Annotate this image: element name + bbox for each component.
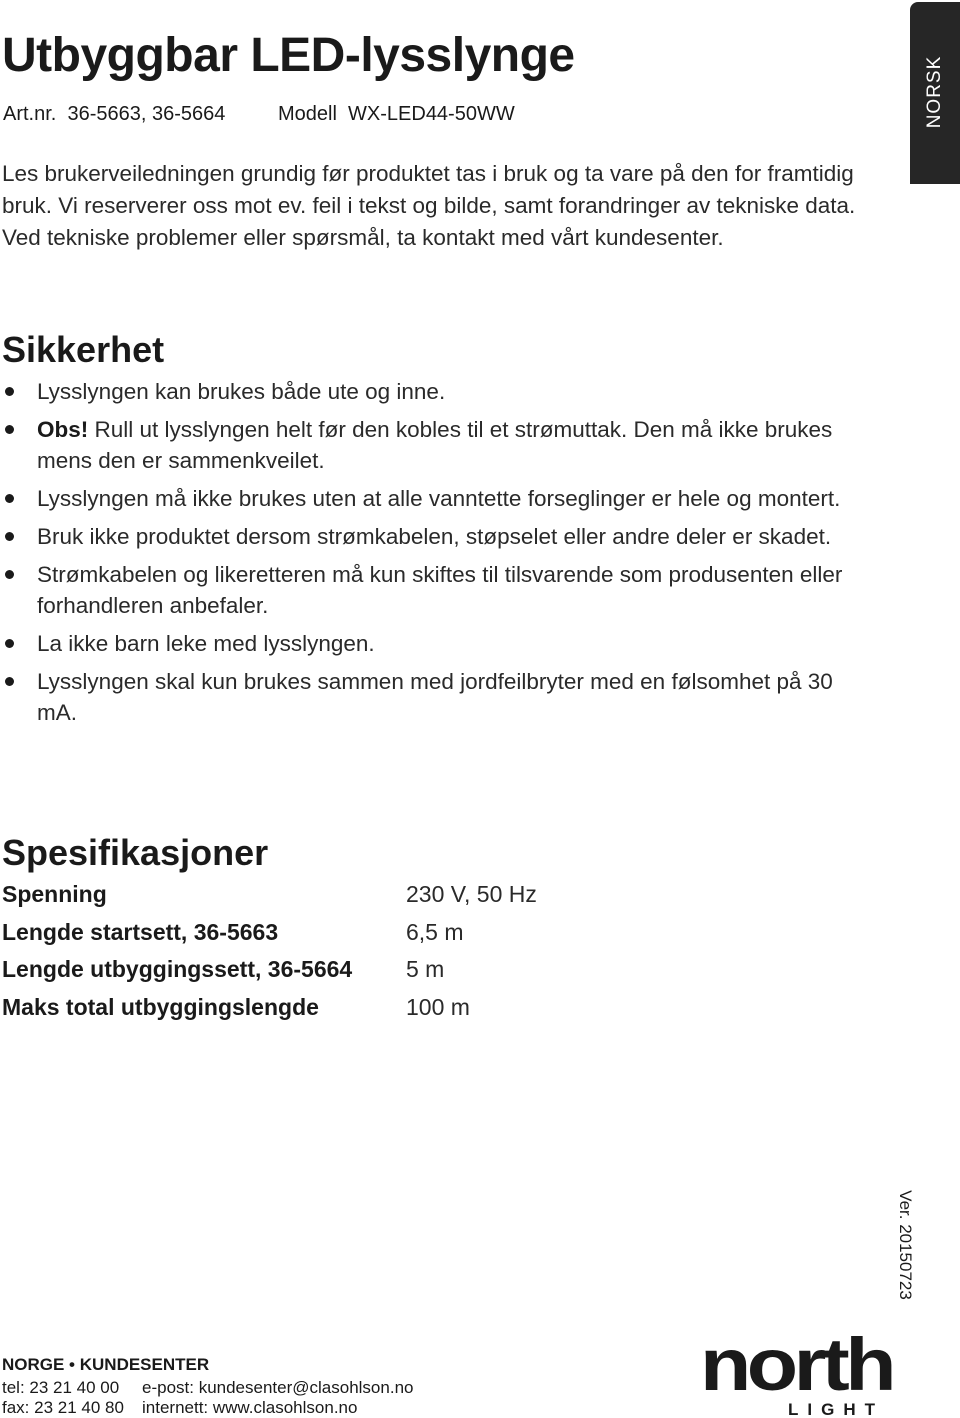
item-text: Lysslyngen kan brukes både ute og inne. — [37, 379, 446, 404]
bullet-icon — [5, 494, 14, 503]
footer-email: e-post: kundesenter@clasohlson.no — [142, 1378, 414, 1397]
spec-label: Lengde startsett, 36-5663 — [2, 919, 279, 945]
spec-value: 6,5 m — [406, 919, 464, 945]
bullet-icon — [5, 570, 14, 579]
item-text: Rull ut lysslyngen helt før den kobles til et strømuttak. Den må ikke brukes mens den er sammenkveilet. — [37, 417, 833, 473]
intro-paragraph: Les brukerveiledningen grundig før produktet tas i bruk og ta vare på den for framtidig bruk. Vi reserverer oss mot ev. feil i tekst og bilde, samt forandringer av tekniske data. Ved tekniske problemer eller spørsmål, ta kontakt med vårt kundesenter. — [2, 161, 856, 250]
safety-list — [0, 376, 860, 735]
language-tab-label: NORSK — [924, 55, 945, 129]
logo-word: north — [700, 1328, 892, 1406]
model-number: Modell WX-LED44-50WW — [278, 103, 515, 125]
footer-contact-row — [2, 1398, 358, 1418]
list-item — [0, 414, 860, 476]
footer-contact-row — [2, 1378, 414, 1398]
safety-heading: Sikkerhet — [2, 329, 165, 370]
item-text: Strømkabelen og likeretteren må kun skiftes til tilsvarende som produsenten eller forhandleren anbefaler. — [37, 562, 843, 618]
logo-sub: LIGHT — [788, 1400, 884, 1417]
footer-heading: NORGE • KUNDESENTER — [2, 1355, 210, 1374]
list-item — [0, 376, 860, 407]
footer-fax: fax: 23 21 40 80 — [2, 1398, 124, 1417]
list-item — [0, 628, 860, 659]
spec-label: Maks total utbyggingslengde — [2, 994, 319, 1020]
north-light-logo — [700, 1328, 895, 1417]
language-tab — [910, 2, 960, 184]
article-number: Art.nr. 36-5663, 36-5664 — [3, 103, 226, 125]
specs-heading: Spesifikasjoner — [2, 832, 269, 873]
spec-value: 5 m — [406, 956, 445, 982]
item-text: Lysslyngen må ikke brukes uten at alle vanntette forseglinger er hele og montert. — [37, 486, 841, 511]
item-text: Bruk ikke produktet dersom strømkabelen, støpselet eller andre deler er skadet. — [37, 524, 832, 549]
footer-phone: tel: 23 21 40 00 — [2, 1378, 120, 1397]
list-item — [0, 666, 860, 728]
spec-label: Lengde utbyggingssett, 36-5664 — [2, 956, 353, 982]
spec-label: Spenning — [2, 881, 107, 907]
bullet-icon — [5, 639, 14, 648]
list-item — [0, 483, 860, 514]
list-item — [0, 559, 860, 621]
item-emphasis: Obs! — [37, 417, 89, 442]
item-text: Lysslyngen skal kun brukes sammen med jordfeilbryter med en følsomhet på 30 mA. — [37, 669, 833, 725]
version-label: Ver. 20150723 — [896, 1190, 915, 1300]
list-item — [0, 521, 860, 552]
bullet-icon — [5, 387, 14, 396]
bullet-icon — [5, 532, 14, 541]
item-text: La ikke barn leke med lysslyngen. — [37, 631, 375, 656]
bullet-icon — [5, 677, 14, 686]
page-title: Utbyggbar LED-lysslynge — [2, 29, 575, 82]
footer-website: internett: www.clasohlson.no — [142, 1398, 358, 1417]
spec-value: 100 m — [406, 994, 470, 1020]
bullet-icon — [5, 425, 14, 434]
spec-value: 230 V, 50 Hz — [406, 881, 537, 907]
article-row — [3, 103, 515, 126]
